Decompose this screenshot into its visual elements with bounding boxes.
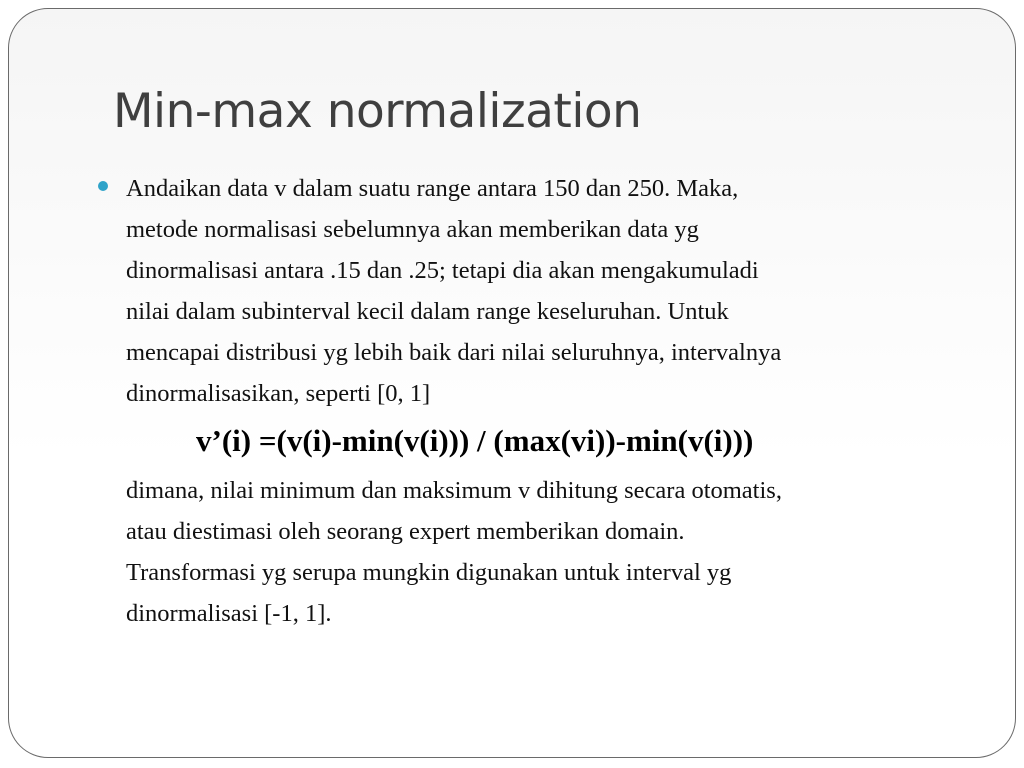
paragraph-line: dimana, nilai minimum dan maksimum v dihitung secara otomatis, (126, 477, 782, 504)
paragraph-line: dinormalisasi [-1, 1]. (126, 600, 332, 627)
paragraph-line: Transformasi yg serupa mungkin digunakan untuk interval yg (126, 559, 732, 586)
paragraph-line: Andaikan data v dalam suatu range antara 150 dan 250. Maka, (126, 175, 739, 202)
paragraph-line: nilai dalam subinterval kecil dalam range keseluruhan. Untuk (126, 298, 729, 325)
bullet-dot-icon (98, 181, 108, 191)
paragraph-line: dinormalisasikan, seperti [0, 1] (126, 380, 431, 407)
slide-title: Min-max normalization (113, 84, 642, 139)
paragraph-line: dinormalisasi antara .15 dan .25; tetapi dia akan mengakumuladi (126, 257, 759, 284)
paragraph-line: atau diestimasi oleh seorang expert memberikan domain. (126, 518, 685, 545)
slide-body (126, 168, 966, 634)
formula: v’(i) =(v(i)-min(v(i))) / (max(vi))-min(v(i))) (196, 423, 754, 458)
paragraph-line: metode normalisasi sebelumnya akan memberikan data yg (126, 216, 699, 243)
paragraph-line: mencapai distribusi yg lebih baik dari nilai seluruhnya, intervalnya (126, 339, 782, 366)
